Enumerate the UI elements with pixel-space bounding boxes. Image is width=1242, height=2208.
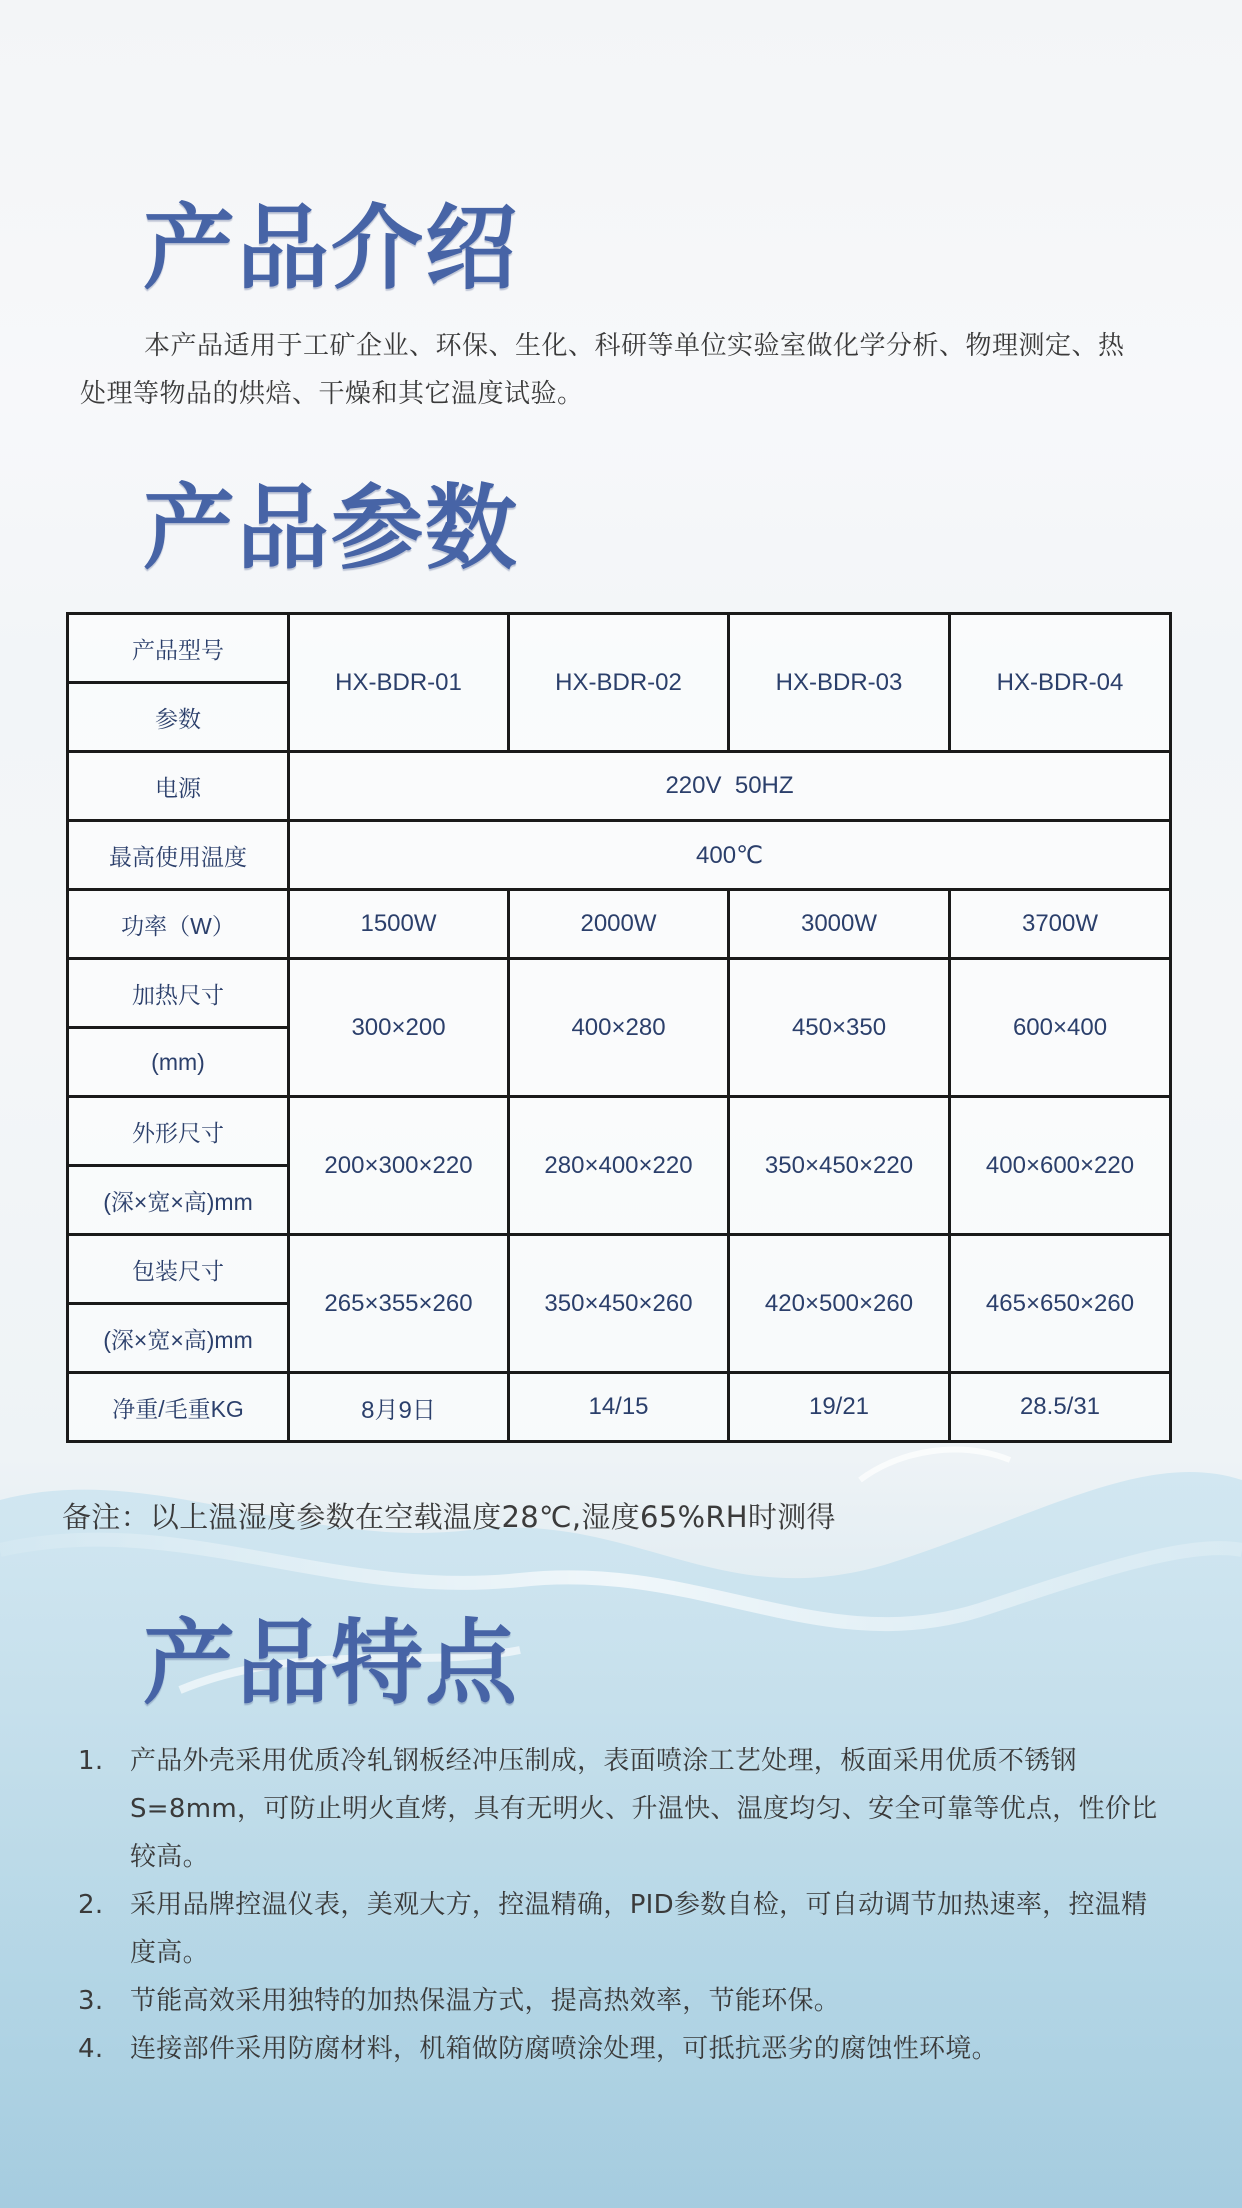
list-item [78, 1737, 1168, 1881]
weight-cell: 8月9日 [289, 1373, 509, 1442]
model-label: 产品型号 [68, 614, 289, 683]
power-cell: 2000W [509, 890, 729, 959]
pack-size-unit-label: (深×宽×高)mm [68, 1304, 289, 1373]
outer-size-cell: 200×300×220 [289, 1097, 509, 1235]
outer-size-cell: 350×450×220 [729, 1097, 950, 1235]
outer-size-unit-label: (深×宽×高)mm [68, 1166, 289, 1235]
power-cell: 3000W [729, 890, 950, 959]
list-item [78, 2025, 1168, 2073]
item-number: 2. [78, 1890, 104, 1920]
heat-size-cell: 600×400 [950, 959, 1171, 1097]
outer-size-cell: 280×400×220 [509, 1097, 729, 1235]
table-row [68, 1373, 1171, 1442]
power-supply-value: 220V 50HZ [289, 752, 1171, 821]
weight-cell: 14/15 [509, 1373, 729, 1442]
intro-text: 本产品适用于工矿企业、环保、生化、科研等单位实验室做化学分析、物理测定、热处理等物品的烘焙、干燥和其它温度试验。 [80, 331, 1125, 409]
weight-label: 净重/毛重KG [68, 1373, 289, 1442]
param-label: 参数 [68, 683, 289, 752]
model-cell: HX-BDR-02 [509, 614, 729, 752]
pack-size-cell: 420×500×260 [729, 1235, 950, 1373]
power-label: 功率（W） [68, 890, 289, 959]
model-cell: HX-BDR-04 [950, 614, 1171, 752]
list-item [78, 1977, 1168, 2025]
power-supply-label: 电源 [68, 752, 289, 821]
heat-size-label: 加热尺寸 [68, 959, 289, 1028]
table-row [68, 614, 1171, 683]
heat-size-cell: 450×350 [729, 959, 950, 1097]
item-text: 产品外壳采用优质冷轧钢板经冲压制成，表面喷涂工艺处理，板面采用优质不锈钢S=8mm，可防止明火直烤，具有无明火、升温快、温度均匀、安全可靠等优点，性价比较高。 [130, 1746, 1158, 1872]
item-text: 节能高效采用独特的加热保温方式，提高热效率，节能环保。 [130, 1986, 841, 2016]
power-cell: 3700W [950, 890, 1171, 959]
max-temp-value: 400℃ [289, 821, 1171, 890]
item-number: 4. [78, 2034, 104, 2064]
table-row [68, 959, 1171, 1028]
features-list [78, 1737, 1168, 2073]
outer-size-cell: 400×600×220 [950, 1097, 1171, 1235]
features-title: 产品特点 [143, 1610, 520, 1717]
table-row [68, 1235, 1171, 1304]
model-cell: HX-BDR-01 [289, 614, 509, 752]
params-table [66, 612, 1172, 1443]
pack-size-cell: 350×450×260 [509, 1235, 729, 1373]
heat-size-cell: 400×280 [509, 959, 729, 1097]
table-row [68, 821, 1171, 890]
pack-size-label: 包装尺寸 [68, 1235, 289, 1304]
table-row [68, 752, 1171, 821]
list-item [78, 1881, 1168, 1977]
table-note: 备注：以上温湿度参数在空载温度28℃,湿度65%RH时测得 [62, 1500, 836, 1534]
item-text: 采用品牌控温仪表，美观大方，控温精确，PID参数自检，可自动调节加热速率，控温精度高。 [130, 1890, 1148, 1968]
power-cell: 1500W [289, 890, 509, 959]
outer-size-label: 外形尺寸 [68, 1097, 289, 1166]
weight-cell: 19/21 [729, 1373, 950, 1442]
item-text: 连接部件采用防腐材料，机箱做防腐喷涂处理，可抵抗恶劣的腐蚀性环境。 [130, 2034, 998, 2064]
weight-cell: 28.5/31 [950, 1373, 1171, 1442]
item-number: 1. [78, 1746, 104, 1776]
table-row [68, 1097, 1171, 1166]
pack-size-cell: 265×355×260 [289, 1235, 509, 1373]
table-row [68, 890, 1171, 959]
item-number: 3. [78, 1986, 104, 2016]
params-title: 产品参数 [143, 475, 520, 582]
intro-title: 产品介绍 [143, 195, 520, 302]
model-cell: HX-BDR-03 [729, 614, 950, 752]
pack-size-cell: 465×650×260 [950, 1235, 1171, 1373]
max-temp-label: 最高使用温度 [68, 821, 289, 890]
heat-size-cell: 300×200 [289, 959, 509, 1097]
heat-size-unit-label: (mm) [68, 1028, 289, 1097]
